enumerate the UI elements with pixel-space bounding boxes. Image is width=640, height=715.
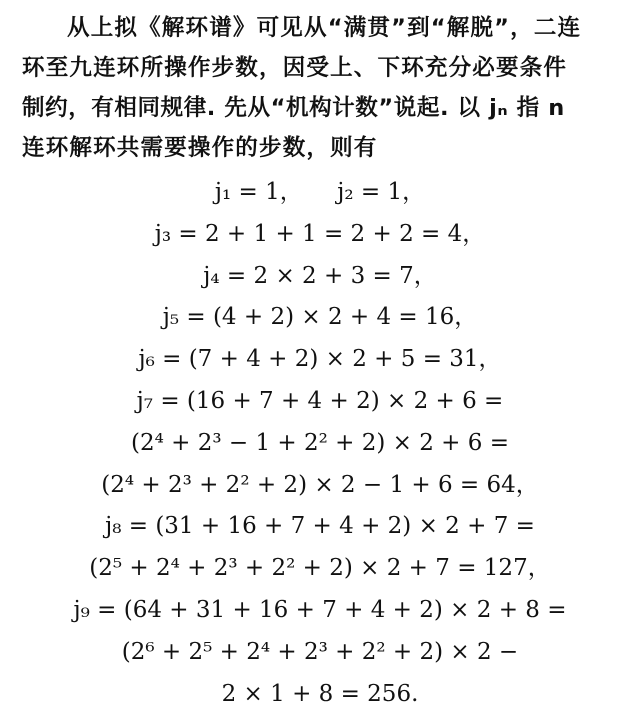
paragraph-line: 从上拟《解环谱》可见从“满贯”到“解脱”，二连 — [67, 15, 582, 41]
equation-line: j₈ = (31 + 16 + 7 + 4 + 2) × 2 + 7 = — [105, 513, 535, 540]
intro-paragraph — [22, 8, 618, 168]
equation-line: j₄ = 2 × 2 + 3 = 7， — [203, 262, 437, 289]
equation-line: j₁ = 1， j₂ = 1， — [214, 179, 426, 205]
equation-line: (2⁶ + 2⁵ + 2⁴ + 2³ + 2² + 2) × 2 − — [121, 638, 519, 665]
equation-line: (2⁴ + 2³ − 1 + 2² + 2) × 2 + 6 = — [131, 429, 509, 456]
equation-line: 2 × 1 + 8 = 256. — [221, 680, 419, 707]
equation-line: j₆ = (7 + 4 + 2) × 2 + 5 = 31， — [138, 346, 502, 373]
paragraph-line: 连环解环共需要操作的步数，则有 — [22, 135, 378, 161]
equation-line: j₉ = (64 + 31 + 16 + 7 + 4 + 2) × 2 + 8 = — [73, 596, 567, 623]
equation-line: j₇ = (16 + 7 + 4 + 2) × 2 + 6 = — [136, 387, 504, 414]
equation-line: (2⁴ + 2³ + 2² + 2) × 2 − 1 + 6 = 64， — [101, 471, 539, 498]
paragraph-line: 环至九连环所操作步数，因受上、下环充分必要条件 — [22, 55, 568, 81]
equation-block — [0, 172, 640, 715]
equation-line: j₅ = (4 + 2) × 2 + 4 = 16， — [162, 304, 478, 331]
equation-line: (2⁵ + 2⁴ + 2³ + 2² + 2) × 2 + 7 = 127， — [89, 555, 551, 582]
equation-line: j₃ = 2 + 1 + 1 = 2 + 2 = 4， — [154, 220, 486, 247]
paragraph-line: 制约，有相同规律. 先从“机构计数”说起. 以 jₙ 指 n — [22, 95, 565, 121]
